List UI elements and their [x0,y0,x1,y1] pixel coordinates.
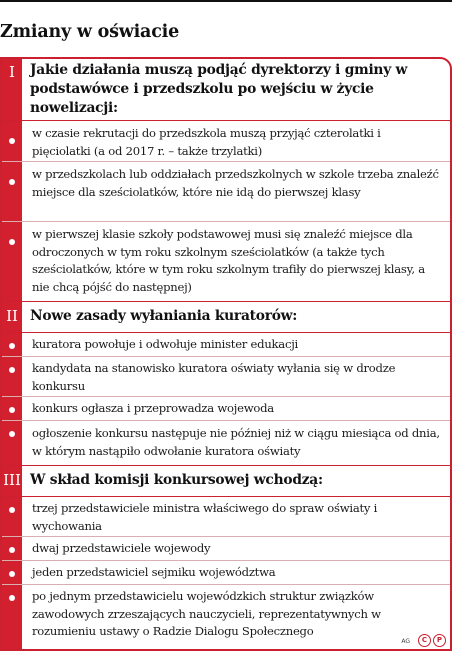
section-3-item [2,585,450,651]
section-2-item [2,357,450,397]
bullet-icon [9,431,15,437]
item-text: po jednym przedstawicielu wojewódzkich struktur związków zawodowych zrzeszających nauczycieli, reprezentatywnych w rozumieniu ustawy o Radzie Dialogu Społecznego [32,589,381,638]
bullet-icon [9,507,15,513]
bullet-icon [9,367,15,373]
bullet-icon [9,547,15,553]
item-text: ogłoszenie konkursu następuje nie później niż w ciągu miesiąca od dnia, w którym nastąpiło odwołanie kuratora oświaty [32,426,440,458]
top-rule [0,0,452,2]
section-1-numeral: I [9,63,15,81]
bullet-icon [9,595,15,601]
section-1-item [2,222,450,301]
section-3-item [2,561,450,585]
section-1-header [2,59,450,121]
section-3-heading: W skład komisji konkursowej wchodzą: [30,472,323,488]
bullet-icon [9,138,15,144]
item-text: dwaj przedstawiciele wojewody [32,541,211,555]
item-text: kuratora powołuje i odwołuje minister edukacji [32,337,299,351]
item-text: trzej przedstawiciele ministra właściwego do spraw oświaty i wychowania [32,501,378,533]
section-3-item [2,537,450,561]
logo-c-icon: C [418,634,431,647]
author-credit: AG [401,638,410,645]
section-2-numeral: II [6,307,18,325]
item-text: jeden przedstawiciel sejmiku województwa [32,565,276,579]
section-2-heading: Nowe zasady wyłaniania kuratorów: [30,308,298,324]
page-title: Zmiany w oświacie [0,22,180,42]
section-3-numeral: III [3,471,21,489]
bullet-icon [9,343,15,349]
section-1-item [2,121,450,162]
section-2-item [2,397,450,421]
section-2-item [2,421,450,465]
bullet-icon [9,407,15,413]
info-panel [0,57,452,651]
item-text: kandydata na stanowisko kuratora oświaty wyłania się w drodze konkursu [32,361,396,393]
section-3-header [2,465,450,497]
section-1-item [2,162,450,222]
publisher-logo [418,634,446,647]
bullet-icon [9,571,15,577]
section-2-item [2,333,450,357]
logo-p-icon: P [433,634,446,647]
section-3-item [2,497,450,537]
item-text: konkurs ogłasza i przeprowadza wojewoda [32,401,274,415]
item-text: w pierwszej klasie szkoły podstawowej musi się znaleźć miejsce dla odroczonych w tym roku szkolnym sześciolatków (a także tych sześciolatków, które w tym roku szkolnym trafiły do pierwszej klasy, a nie chcą pójść do następnej) [32,227,425,294]
bullet-icon [9,179,15,185]
item-text: w czasie rekrutacji do przedszkola muszą przyjąć czterolatki i pięciolatki (a od 2017 r. – także trzylatki) [32,126,381,158]
bullet-icon [9,239,15,245]
item-text: w przedszkolach lub oddziałach przedszkolnych w szkole trzeba znaleźć miejsce dla sześciolatków, które nie idą do pierwszej klasy [32,167,439,199]
section-1-heading: Jakie działania muszą podjąć dyrektorzy i gminy w podstawówce i przedszkolu po wejściu w życie nowelizacji: [30,62,408,116]
section-2-header [2,301,450,333]
